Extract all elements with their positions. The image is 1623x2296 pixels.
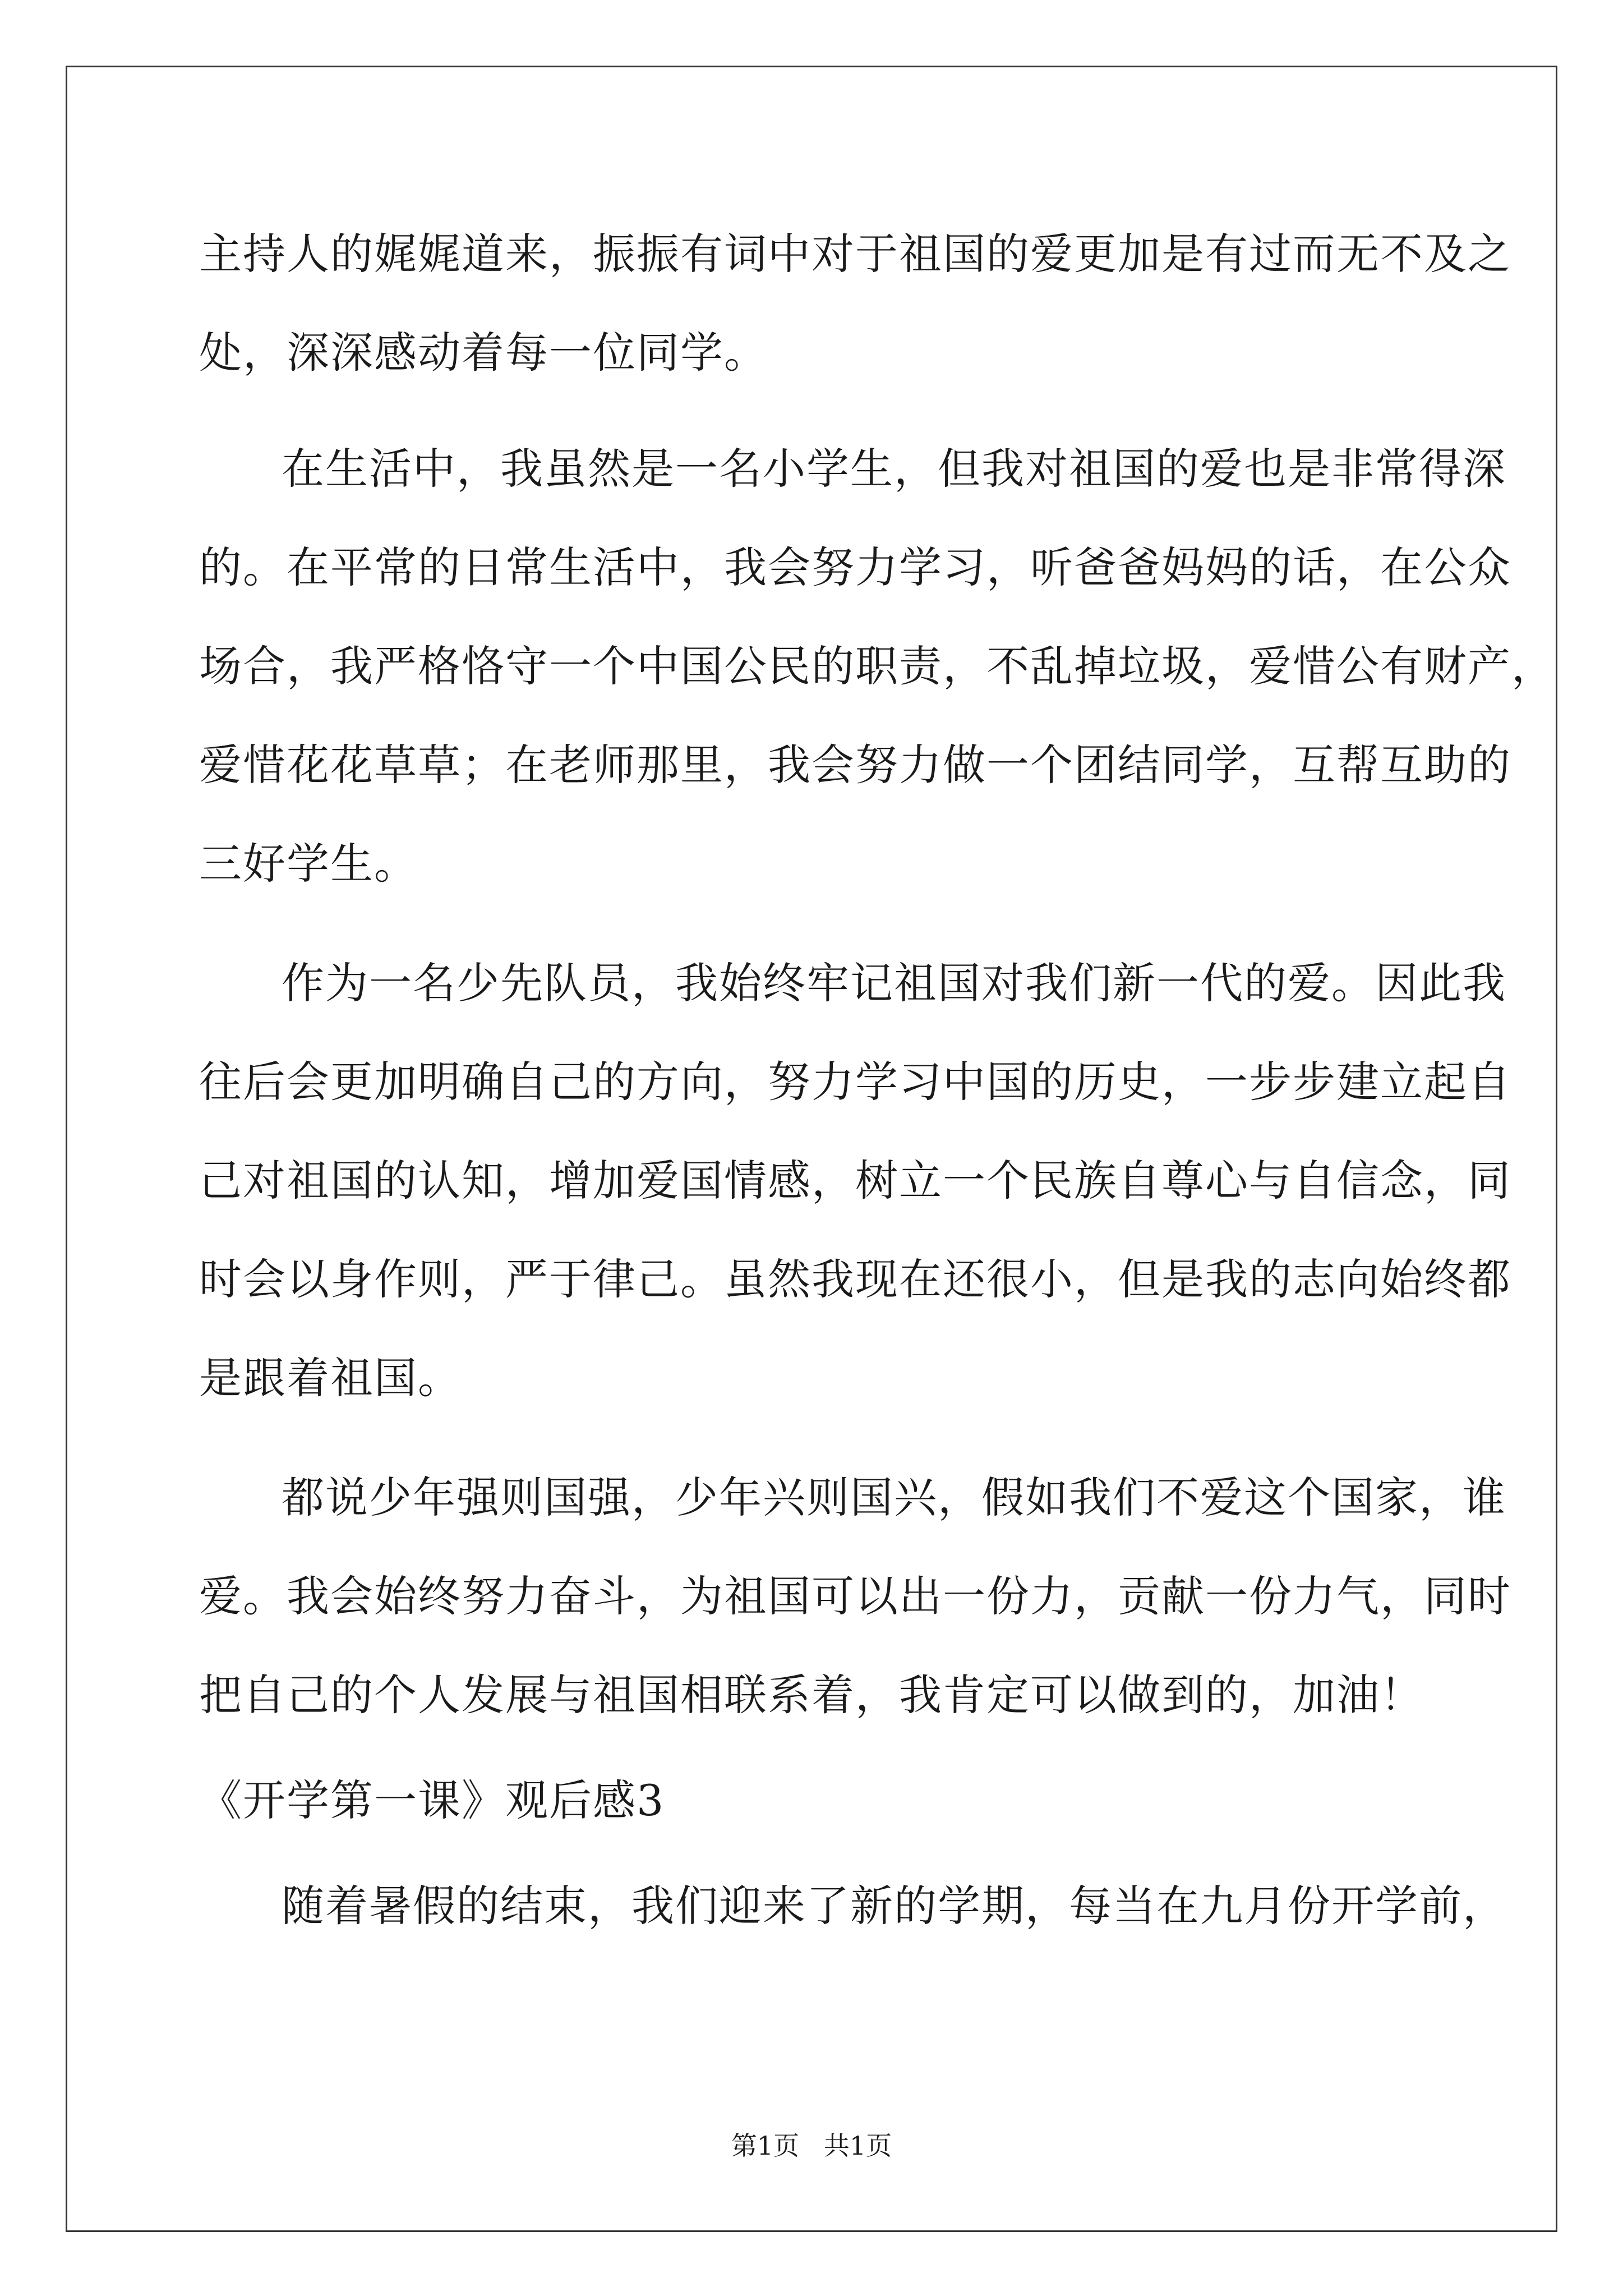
paragraph-first-line: 在生活中，我虽然是一名小学生，但我对祖国的爱也是非常得深 <box>282 444 1506 494</box>
text-line: 是跟着祖国。 <box>199 1353 462 1403</box>
text-line: 爱惜花花草草；在老师那里，我会努力做一个团结同学，互帮互助的 <box>199 740 1511 790</box>
text-line: 己对祖国的认知，增加爱国情感，树立一个民族自尊心与自信念，同 <box>199 1156 1511 1205</box>
paragraph-first-line: 都说少年强则国强，少年兴则国兴，假如我们不爱这个国家，谁 <box>282 1473 1506 1522</box>
page-footer: 第1页 共1页 <box>731 2131 892 2161</box>
text-line: 时会以身作则，严于律己。虽然我现在还很小，但是我的志向始终都 <box>199 1254 1511 1304</box>
text-line: 往后会更加明确自己的方向，努力学习中国的历史，一步步建立起自 <box>199 1057 1511 1107</box>
text-line: 把自己的个人发展与祖国相联系着，我肯定可以做到的，加油！ <box>199 1670 1424 1720</box>
text-line: 主持人的娓娓道来，振振有词中对于祖国的爱更加是有过而无不及之 <box>199 229 1511 279</box>
text-line: 场合，我严格恪守一个中国公民的职责，不乱掉垃圾，爱惜公有财产， <box>199 641 1555 691</box>
text-line: 爱。我会始终努力奋斗，为祖国可以出一份力，贡献一份力气，同时 <box>199 1571 1511 1621</box>
text-line: 三好学生。 <box>199 839 418 889</box>
text-line: 的。在平常的日常生活中，我会努力学习，听爸爸妈妈的话，在公众 <box>199 542 1511 592</box>
text-line: 处，深深感动着每一位同学。 <box>199 328 768 378</box>
paragraph-first-line: 随着暑假的结束，我们迎来了新的学期，每当在九月份开学前， <box>282 1881 1506 1931</box>
section-heading: 《开学第一课》观后感3 <box>199 1775 665 1825</box>
paragraph-first-line: 作为一名少先队员，我始终牢记祖国对我们新一代的爱。因此我 <box>282 958 1506 1008</box>
